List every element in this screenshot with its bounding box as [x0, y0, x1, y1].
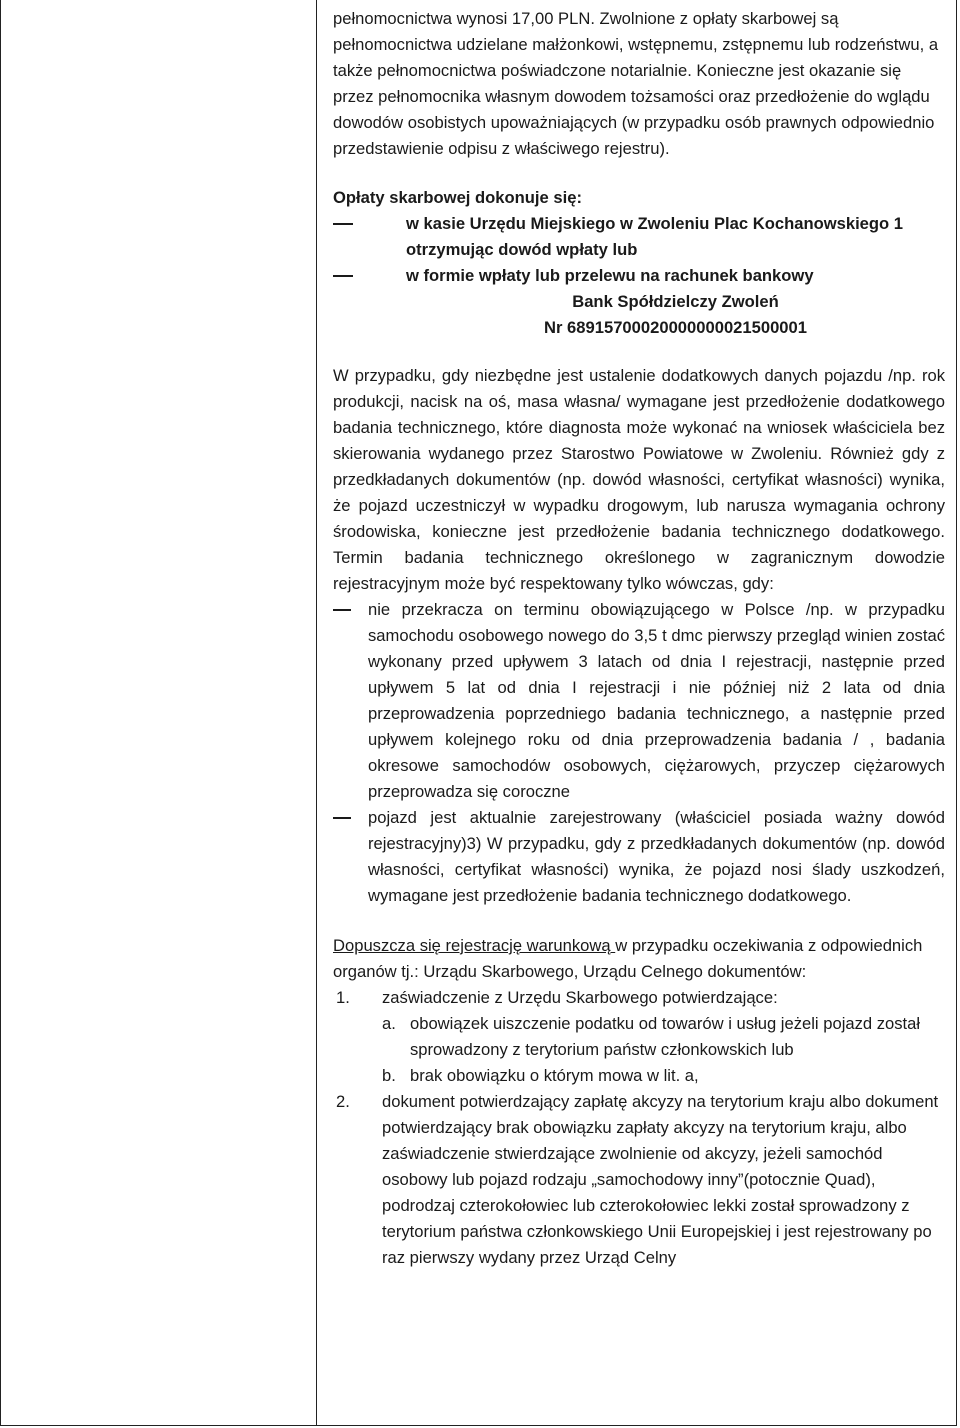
list-number: 2. — [336, 1092, 350, 1111]
document-list-item-1 — [333, 985, 945, 1089]
payment-heading: Opłaty skarbowej dokonuje się: — [333, 188, 582, 207]
document-body — [333, 6, 945, 1271]
dash-bullet-icon — [333, 609, 351, 611]
payment-option-transfer-text: w formie wpłaty lub przelewu na rachunek bankowy — [406, 266, 814, 285]
document-list-item-2-text: dokument potwierdzający zapłatę akcyzy na terytorium kraju albo dokument potwierdzający brak obowiązku zapłaty akcyzy na terytorium kraju, albo zaświadczenie stwierdzające zwolnienie od akcyzy, jeżeli samochód osobowy lub pojazd rodzaju „samochodowy inny”(potocznie Quad), podrodzaj czterokołowiec lub czterokołowiec lekki został sprowadzony z terytorium państwa członkowskiego Unii Europejskiej i jest rejestrowany po raz pierwszy wydany przez Urząd Celny — [382, 1092, 939, 1267]
inspection-condition-1 — [333, 597, 945, 805]
document-list-item-2 — [333, 1089, 945, 1271]
document-sublist-item-a-text: obowiązek uiszczenie podatku od towarów i usług jeżeli pojazd został sprowadzony z terytorium państw członkowskich lub — [410, 1014, 921, 1059]
dash-bullet-icon — [333, 817, 351, 819]
column-divider — [316, 0, 317, 1426]
payment-option-cash-text: w kasie Urzędu Miejskiego w Zwoleniu Plac Kochanowskiego 1 otrzymując dowód wpłaty lub — [406, 214, 904, 259]
sublist-letter: b. — [382, 1066, 396, 1085]
conditional-registration-heading: Dopuszcza się rejestrację warunkową — [333, 936, 616, 955]
dash-bullet-icon — [333, 275, 353, 277]
payment-option-cash — [333, 211, 945, 263]
sublist-letter: a. — [382, 1014, 396, 1033]
document-sublist-item-b-text: brak obowiązku o którym mowa w lit. a, — [410, 1066, 699, 1085]
document-sublist-item-a — [382, 1011, 945, 1063]
list-number: 1. — [336, 988, 350, 1007]
conditional-registration-paragraph — [333, 933, 945, 985]
inspection-condition-1-text: nie przekracza on terminu obowiązującego w Polsce /np. w przypadku samochodu osobowego nowego do 3,5 t dmc pierwszy przegląd winien zostać wykonany przed upływem 3 latach od dnia I rejestracji, następnie przed upływem 5 lat od dnia I rejestracji i nie później niż 2 lata od dnia przeprowadzenia poprzedniego badania technicznego, a następnie przed upływem kolejnego roku od dnia przeprowadzenia badania / , badania okresowe samochodów osobowych, ciężarowych, przyczep ciężarowych przeprowadza się coroczne — [368, 600, 945, 801]
dash-bullet-icon — [333, 223, 353, 225]
bank-name: Bank Spółdzielczy Zwoleń — [572, 292, 779, 311]
inspection-condition-2-text: pojazd jest aktualnie zarejestrowany (właściciel posiada ważny dowód rejestracyjny)3) W przypadku, gdy z przedkładanych dokumentów (np. dowód własności, certyfikat własności) wynika, że pojazd nosi ślady uszkodzeń, wymagane jest przedłożenie badania technicznego dodatkowego. — [368, 808, 945, 905]
bank-account-number: Nr 68915700020000000021500001 — [544, 318, 807, 337]
fee-paragraph: pełnomocnictwa wynosi 17,00 PLN. Zwolnione z opłaty skarbowej są pełnomocnictwa udzielane małżonkowi, wstępnemu, zstępnemu lub rodzeństwu, a także pełnomocnictwa poświadczone notarialnie. Konieczne jest okazanie się przez pełnomocnika własnym dowodem tożsamości oraz przedłożenie do wglądu dowodów osobistych upoważniających (w przypadku osób prawnych odpowiednio przedstawienie odpisu z właściwego rejestru). — [333, 9, 939, 158]
inspection-paragraph: W przypadku, gdy niezbędne jest ustalenie dodatkowych danych pojazdu /np. rok produkcji, nacisk na oś, masa własna/ wymagane jest przedłożenie dodatkowego badania technicznego, które diagnosta może wykonać na wniosek właściciela bez skierowania wydanego przez Starostwo Powiatowe w Zwoleniu. Również gdy z przedkładanych dokumentów (np. dowód własności, certyfikat własności) wynika, że pojazd uczestniczył w wypadku drogowym, lub narusza wymagania ochrony środowiska, konieczne jest przedłożenie badania technicznego dodatkowego. Termin badania technicznego określonego w zagranicznym dowodzie rejestracyjnym może być respektowany tylko wówczas, gdy: — [333, 366, 945, 593]
conditional-registration-text: w przypadku oczekiwania z odpowiednich organów tj.: Urządu Skarbowego, Urządu Celnego dokumentów: — [333, 936, 923, 981]
document-sublist-item-b — [382, 1063, 945, 1089]
inspection-condition-2 — [333, 805, 945, 909]
payment-option-transfer — [333, 263, 945, 289]
document-list-item-1-text: zaświadczenie z Urzędu Skarbowego potwierdzające: — [382, 988, 778, 1007]
